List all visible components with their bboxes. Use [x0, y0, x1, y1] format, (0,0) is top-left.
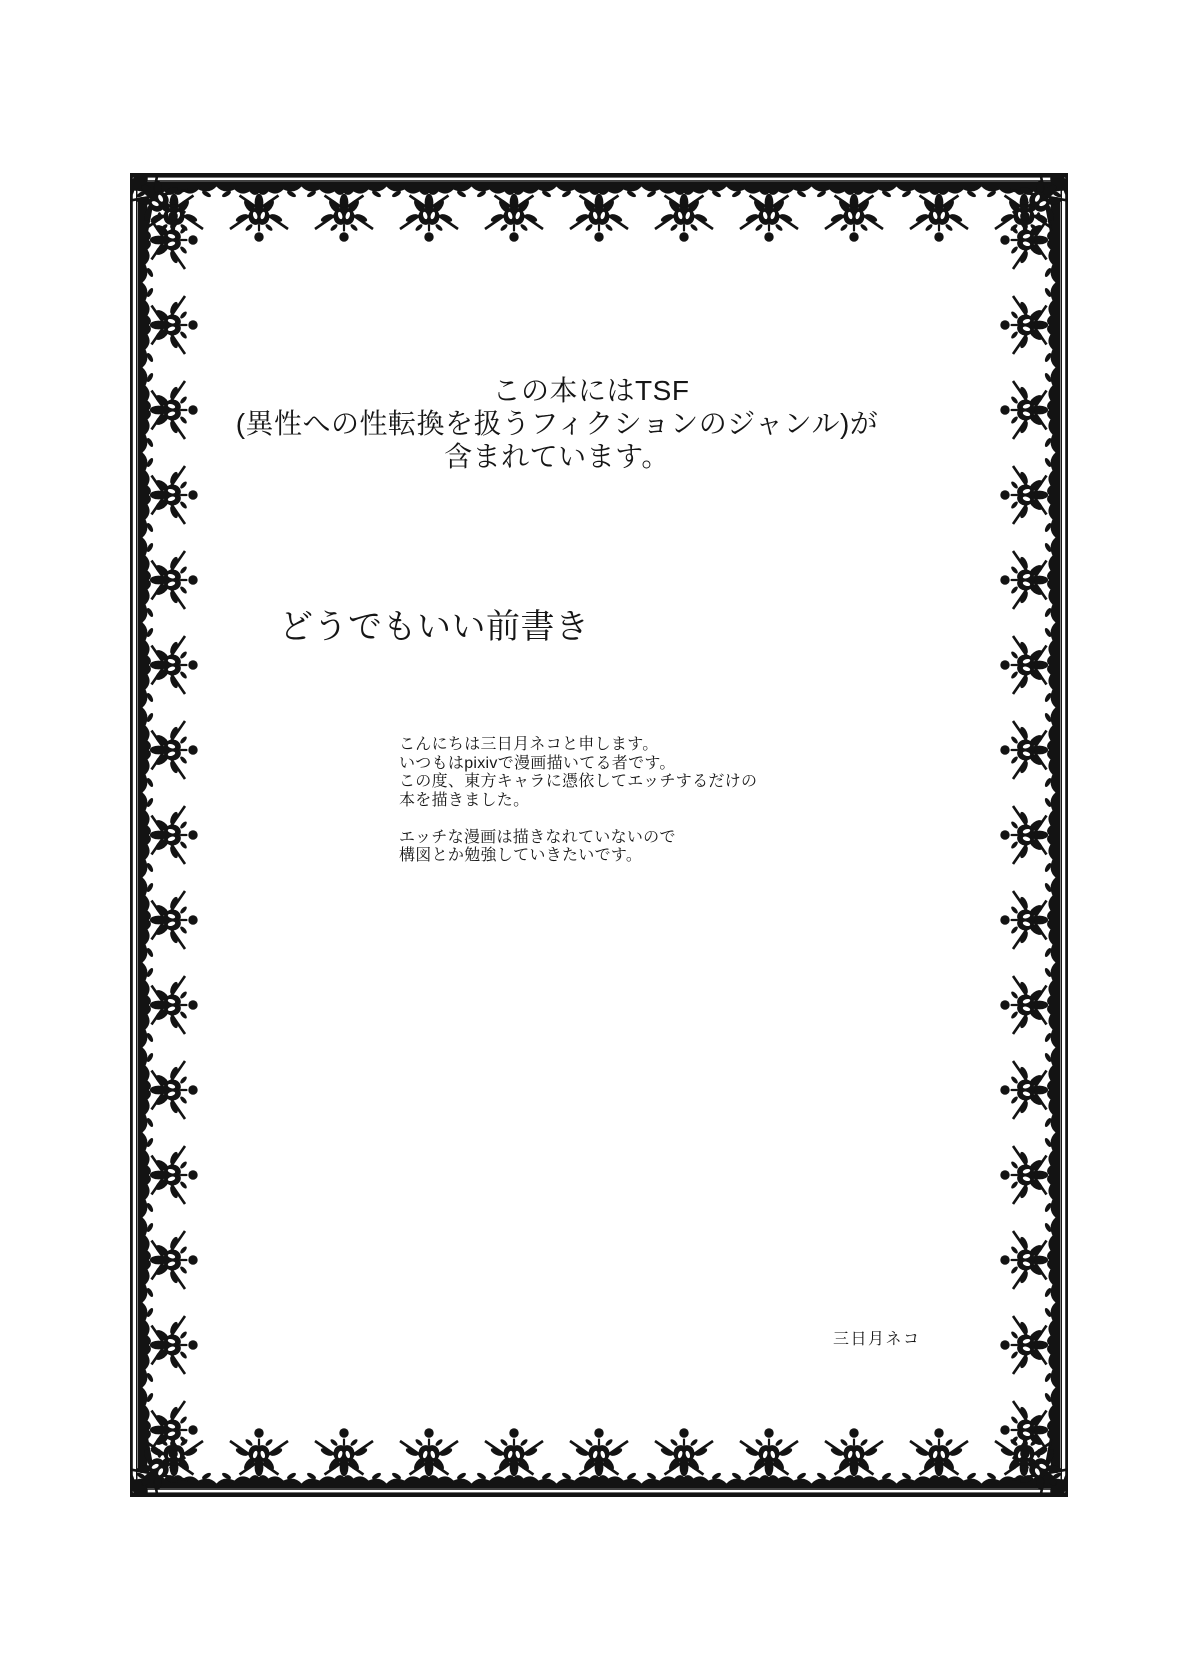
content-warning-block — [157, 374, 957, 473]
intro-text-block — [399, 736, 757, 866]
intro-line: この度、東方キャラに憑依してエッチするだけの — [399, 773, 758, 790]
content-warning-line: 含まれています。 — [444, 441, 670, 472]
intro-paragraph-2 — [399, 829, 757, 866]
artist-signature: 三日月ネコ — [833, 1331, 921, 1348]
content-warning-line: (異性への性転換を扱うフィクションのジャンル)が — [235, 408, 879, 439]
intro-line: 構図とか勉強していきたいです。 — [399, 847, 643, 864]
intro-line: いつもはpixivで漫画描いてる者です。 — [399, 754, 676, 772]
intro-line: 本を描きました。 — [399, 791, 530, 809]
border-top-frieze — [132, 182, 1067, 242]
preface-heading: どうでもいい前書き — [279, 609, 590, 646]
intro-paragraph-1 — [399, 736, 757, 810]
border-bottom-frieze — [132, 1428, 1067, 1488]
intro-line: こんにちは三日月ネコと申します。 — [399, 736, 659, 753]
border-right-frieze — [1000, 198, 1060, 1473]
content-warning-line: この本にはTSF — [492, 375, 690, 406]
intro-line: エッチな漫画は描きなれていないので — [399, 828, 676, 846]
